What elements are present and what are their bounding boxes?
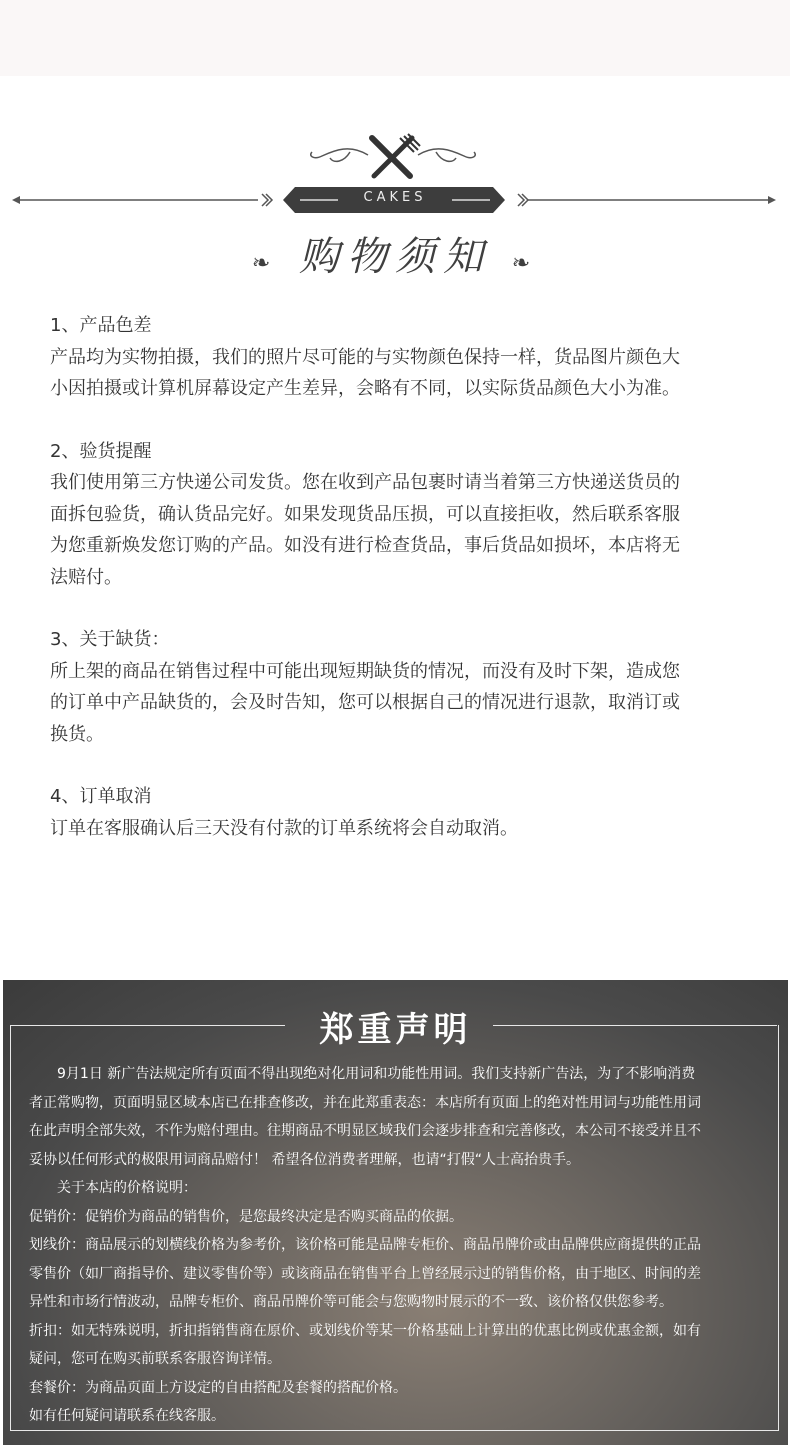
statement-line: 套餐价：为商品页面上方设定的自由搭配及套餐的搭配价格。 — [29, 1379, 407, 1396]
section-line: 的订单中产品缺货的，会及时告知，您可以根据自己的情况进行退款，取消订或 — [50, 692, 680, 713]
section-heading: 3、关于缺货： — [50, 629, 170, 650]
section-line: 法赔付。 — [50, 566, 122, 588]
top-band — [0, 0, 790, 76]
statement-line: 零售价（如厂商指导价、建议零售价等）或该商品在销售平台上曾经展示过的销售价格，由于地区、时间的差 — [29, 1265, 701, 1282]
section-line: 为您重新焕发您订购的产品。如没有进行检查货品，事后货品如损坏，本店将无 — [50, 535, 680, 556]
statement-line: 促销价：促销价为商品的销售价，是您最终决定是否购买商品的依据。 — [29, 1208, 463, 1225]
section-line: 面拆包验货，确认货品完好。如果发现货品压损，可以直接拒收，然后联系客服 — [50, 503, 680, 525]
cakes-badge-label: CAKES — [363, 190, 427, 205]
statement-body — [29, 1060, 759, 1431]
section-color — [50, 310, 750, 405]
statement-line: 者正常购物，页面明显区域本店已在排查修改，并在此郑重表态：本店所有页面上的绝对性用词与功能性用词 — [29, 1094, 701, 1111]
statement-line: 妥协以任何形式的极限用词商品赔付！ 希望各位消费者理解，也请“打假“人士高抬贵手。 — [29, 1151, 580, 1168]
section-line: 产品均为实物拍摄，我们的照片尽可能的与实物颜色保持一样，货品图片颜色大 — [50, 346, 680, 368]
statement-line: 如有任何疑问请联系在线客服。 — [29, 1408, 225, 1424]
section-stockout — [50, 624, 750, 750]
statement-line: 在此声明全部失效，不作为赔付理由。往期商品不明显区域我们会逐步排查和完善修改，本公司不接受并且不 — [29, 1123, 701, 1139]
notice-sections — [50, 310, 750, 875]
statement-line: 异性和市场行情波动，品牌专柜价、商品吊牌价等可能会与您购物时展示的不一致、该价格仅供您参考。 — [29, 1294, 673, 1310]
section-heading: 2、验货提醒 — [50, 440, 152, 462]
section-inspection — [50, 436, 750, 594]
fork-knife-icon — [372, 134, 420, 176]
section-line: 订单在客服确认后三天没有付款的订单系统将会自动取消。 — [50, 817, 518, 839]
section-line: 小因拍摄或计算机屏幕设定产生差异，会略有不同，以实际货品颜色大小为准。 — [50, 378, 680, 399]
statement-panel — [3, 980, 788, 1445]
notice-title — [0, 225, 790, 282]
ornament-right-icon: ❧ — [511, 251, 539, 276]
section-heading: 1、产品色差 — [50, 315, 152, 336]
statement-line: 疑问，您可在购买前联系客服咨询详情。 — [29, 1351, 281, 1367]
statement-line: 关于本店的价格说明： — [57, 1180, 197, 1196]
notice-title-text: 购物须知 — [299, 234, 491, 280]
section-line: 我们使用第三方快递公司发货。您在收到产品包裹时请当着第三方快递送货员的 — [50, 472, 680, 493]
section-line: 所上架的商品在销售过程中可能出现短期缺货的情况，而没有及时下架，造成您 — [50, 660, 680, 682]
ornament-left-icon: ❧ — [251, 251, 279, 276]
statement-line: 9月1日 新广告法规定所有页面不得出现绝对化用词和功能性用词。我们支持新广告法，为了不影响消费 — [57, 1066, 696, 1082]
section-line: 换货。 — [50, 723, 104, 745]
section-heading: 4、订单取消 — [50, 786, 152, 807]
statement-line: 划线价：商品展示的划横线价格为参考价，该价格可能是品牌专柜价、商品吊牌价或由品牌供应商提供的正品 — [29, 1237, 701, 1253]
section-cancel — [50, 781, 750, 844]
statement-line: 折扣：如无特殊说明，折扣指销售商在原价、或划线价等某一价格基础上计算出的优惠比例或优惠金额，如有 — [29, 1322, 701, 1339]
statement-title: 郑重声明 — [319, 1010, 472, 1050]
